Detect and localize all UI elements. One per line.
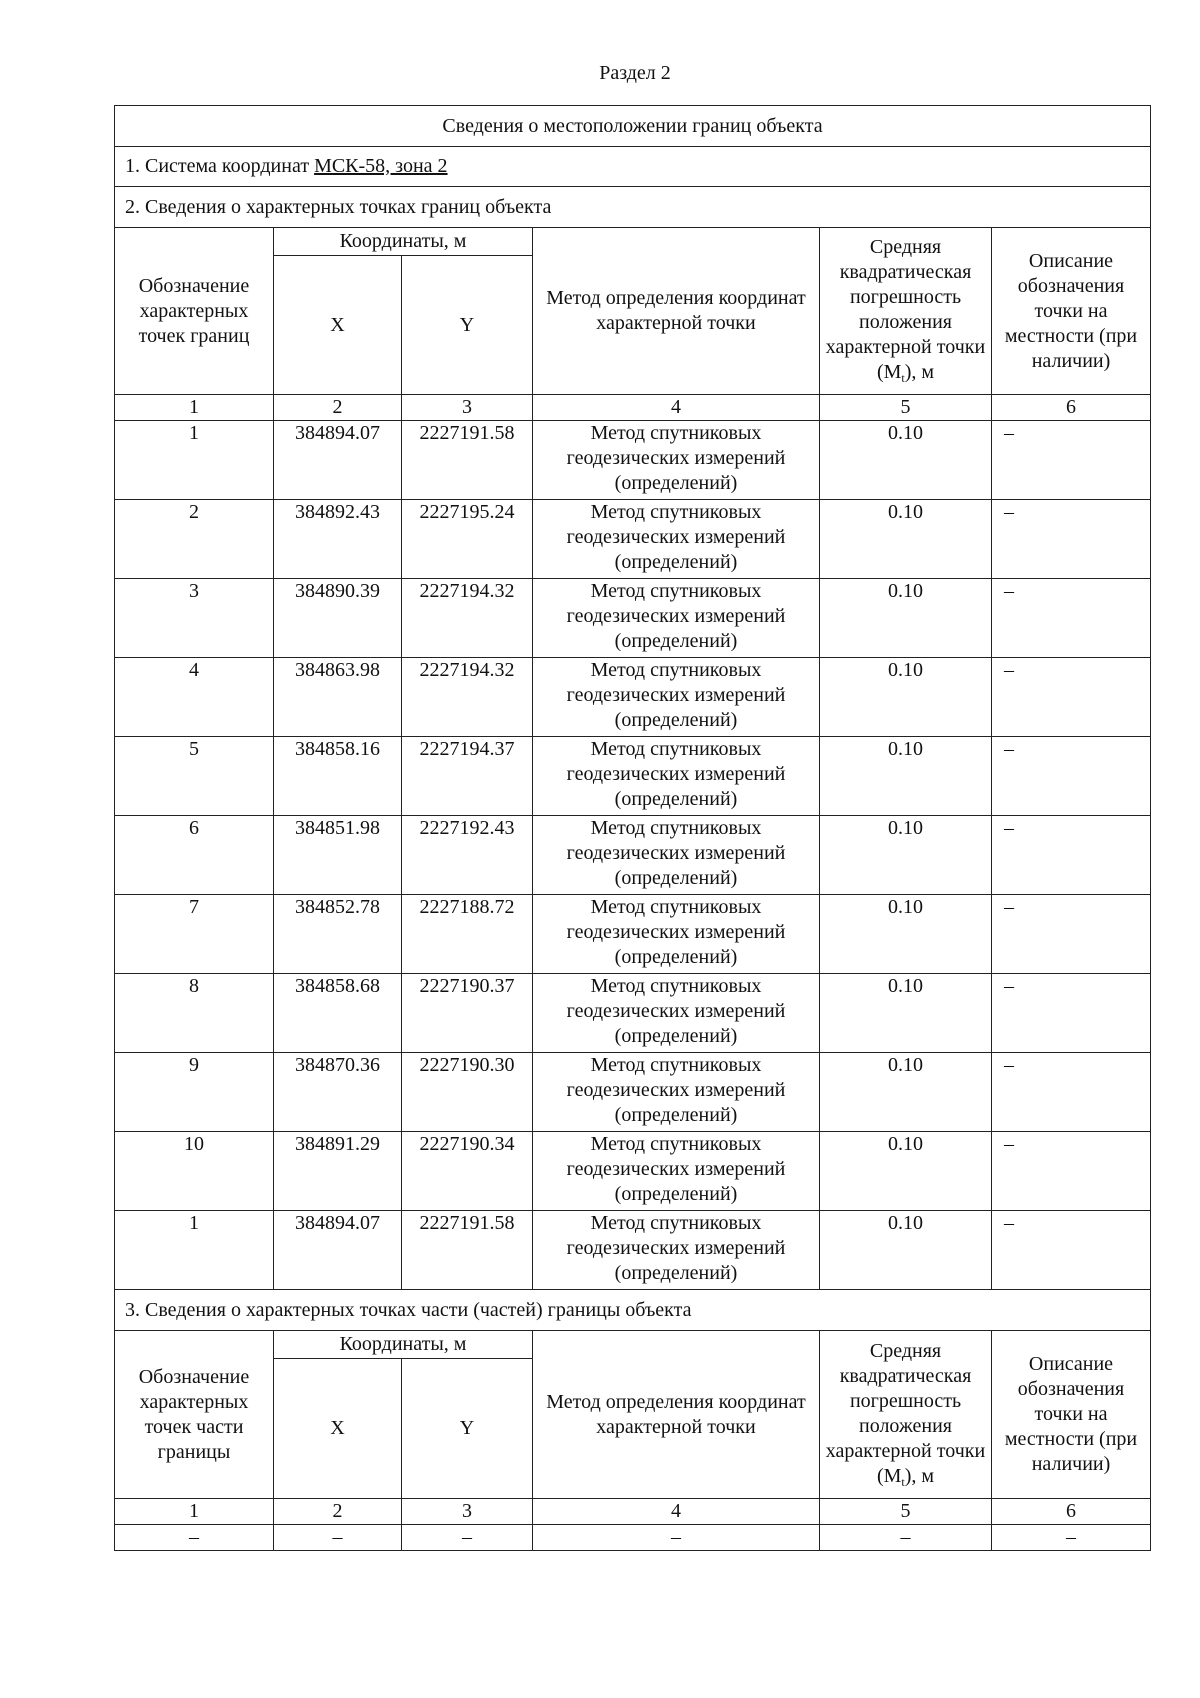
cell-description: – [992, 658, 1151, 737]
cell-description: – [992, 816, 1151, 895]
cell-method: Метод спутниковых геодезических измерений (определений) [533, 1211, 820, 1290]
section-heading-row [115, 187, 1151, 228]
cell-description: – [992, 974, 1151, 1053]
cell-y: 2227194.32 [402, 579, 533, 658]
cell-method: Метод спутниковых геодезических измерений (определений) [533, 1132, 820, 1211]
header-row [115, 1331, 1151, 1359]
cell-error: 0.10 [820, 816, 992, 895]
cell-x: 384863.98 [274, 658, 402, 737]
header-row [115, 228, 1151, 256]
column-number: 3 [402, 395, 533, 421]
boundary-table [114, 105, 1151, 1551]
header-y: Y [402, 1359, 533, 1499]
table-row [115, 1053, 1151, 1132]
cell-point-number: 1 [115, 421, 274, 500]
table-title: Сведения о местоположении границ объекта [115, 106, 1151, 147]
cell-error: – [820, 1525, 992, 1551]
header-description: Описание обозначения точки на местности (при наличии) [992, 1331, 1151, 1499]
cell-x: 384870.36 [274, 1053, 402, 1132]
cell-description: – [992, 737, 1151, 816]
cell-y: 2227195.24 [402, 500, 533, 579]
column-number: 2 [274, 1499, 402, 1525]
section-heading: 2. Сведения о характерных точках границ объекта [115, 187, 1151, 228]
header-error [820, 1331, 992, 1499]
cell-point-number: 9 [115, 1053, 274, 1132]
column-number: 5 [820, 395, 992, 421]
cell-description: – [992, 1211, 1151, 1290]
cell-method: Метод спутниковых геодезических измерений (определений) [533, 500, 820, 579]
cell-x: 384890.39 [274, 579, 402, 658]
header-error-subscript: t [901, 1474, 905, 1489]
column-number: 1 [115, 395, 274, 421]
cell-method: Метод спутниковых геодезических измерений (определений) [533, 895, 820, 974]
cell-x: 384894.07 [274, 421, 402, 500]
cell-error: 0.10 [820, 737, 992, 816]
cell-error: 0.10 [820, 579, 992, 658]
cell-y: 2227190.30 [402, 1053, 533, 1132]
table-row [115, 1525, 1151, 1551]
cell-method: Метод спутниковых геодезических измерений (определений) [533, 658, 820, 737]
cell-error: 0.10 [820, 895, 992, 974]
cell-point-number: 10 [115, 1132, 274, 1211]
cell-method: – [533, 1525, 820, 1551]
cell-point-number: 1 [115, 1211, 274, 1290]
cell-description: – [992, 421, 1151, 500]
cell-error: 0.10 [820, 421, 992, 500]
cell-y: – [402, 1525, 533, 1551]
cell-error: 0.10 [820, 500, 992, 579]
column-number: 2 [274, 395, 402, 421]
table-row [115, 895, 1151, 974]
cell-y: 2227194.32 [402, 658, 533, 737]
header-error-subscript: t [901, 371, 905, 385]
cell-y: 2227194.37 [402, 737, 533, 816]
header-coordinates: Координаты, м [274, 1331, 533, 1359]
table-row [115, 500, 1151, 579]
table-row [115, 421, 1151, 500]
coordinate-system-value: МСК-58, зона 2 [314, 155, 448, 177]
table-row [115, 974, 1151, 1053]
cell-error: 0.10 [820, 1211, 992, 1290]
coordinate-system-row [115, 147, 1151, 187]
header-description: Описание обозначения точки на местности (при наличии) [992, 228, 1151, 395]
header-method: Метод определения координат характерной точки [533, 1331, 820, 1499]
header-error [820, 228, 992, 395]
cell-error: 0.10 [820, 1053, 992, 1132]
cell-method: Метод спутниковых геодезических измерений (определений) [533, 974, 820, 1053]
cell-method: Метод спутниковых геодезических измерений (определений) [533, 816, 820, 895]
cell-point-number: – [115, 1525, 274, 1551]
coordinate-system-label: 1. Система координат [125, 155, 310, 177]
column-number: 6 [992, 395, 1151, 421]
header-y: Y [402, 256, 533, 395]
cell-y: 2227190.34 [402, 1132, 533, 1211]
cell-x: 384858.16 [274, 737, 402, 816]
header-error-suffix: ), м [904, 1464, 935, 1487]
column-number-row [115, 1499, 1151, 1525]
column-number: 4 [533, 1499, 820, 1525]
cell-x: 384858.68 [274, 974, 402, 1053]
cell-description: – [992, 895, 1151, 974]
cell-point-number: 2 [115, 500, 274, 579]
column-number: 3 [402, 1499, 533, 1525]
header-designation: Обозначение характерных точек части границы [115, 1331, 274, 1499]
cell-point-number: 4 [115, 658, 274, 737]
cell-error: 0.10 [820, 974, 992, 1053]
cell-point-number: 7 [115, 895, 274, 974]
cell-description: – [992, 1132, 1151, 1211]
cell-method: Метод спутниковых геодезических измерений (определений) [533, 737, 820, 816]
table-row [115, 816, 1151, 895]
cell-x: – [274, 1525, 402, 1551]
header-error-text: Средняя квадратическая погрешность положения характерной точки (M [825, 236, 986, 383]
cell-error: 0.10 [820, 658, 992, 737]
section-title: Раздел 2 [599, 62, 671, 84]
column-number: 1 [115, 1499, 274, 1525]
header-error-suffix: ), м [904, 361, 935, 383]
cell-point-number: 3 [115, 579, 274, 658]
cell-y: 2227192.43 [402, 816, 533, 895]
cell-method: Метод спутниковых геодезических измерений (определений) [533, 1053, 820, 1132]
column-number-row [115, 395, 1151, 421]
header-x: X [274, 1359, 402, 1499]
boundary-table-body [115, 106, 1151, 1551]
cell-method: Метод спутниковых геодезических измерений (определений) [533, 579, 820, 658]
table-row [115, 1132, 1151, 1211]
header-x: X [274, 256, 402, 395]
section-heading: 3. Сведения о характерных точках части (частей) границы объекта [115, 1290, 1151, 1331]
cell-point-number: 8 [115, 974, 274, 1053]
cell-x: 384891.29 [274, 1132, 402, 1211]
cell-x: 384894.07 [274, 1211, 402, 1290]
cell-description: – [992, 1053, 1151, 1132]
header-error-text: Средняя квадратическая погрешность положения характерной точки (M [825, 1339, 986, 1487]
header-coordinates: Координаты, м [274, 228, 533, 256]
section-heading-row [115, 1290, 1151, 1331]
cell-x: 384852.78 [274, 895, 402, 974]
cell-description: – [992, 579, 1151, 658]
cell-y: 2227191.58 [402, 1211, 533, 1290]
cell-y: 2227191.58 [402, 421, 533, 500]
table-row [115, 658, 1151, 737]
cell-method: Метод спутниковых геодезических измерений (определений) [533, 421, 820, 500]
header-method: Метод определения координат характерной точки [533, 228, 820, 395]
column-number: 4 [533, 395, 820, 421]
cell-y: 2227188.72 [402, 895, 533, 974]
column-number: 6 [992, 1499, 1151, 1525]
table-row [115, 1211, 1151, 1290]
cell-error: 0.10 [820, 1132, 992, 1211]
table-row [115, 737, 1151, 816]
cell-description: – [992, 1525, 1151, 1551]
cell-description: – [992, 500, 1151, 579]
header-designation: Обозначение характерных точек границ [115, 228, 274, 395]
column-number: 5 [820, 1499, 992, 1525]
cell-y: 2227190.37 [402, 974, 533, 1053]
cell-x: 384892.43 [274, 500, 402, 579]
table-row [115, 579, 1151, 658]
cell-point-number: 5 [115, 737, 274, 816]
cell-point-number: 6 [115, 816, 274, 895]
cell-x: 384851.98 [274, 816, 402, 895]
